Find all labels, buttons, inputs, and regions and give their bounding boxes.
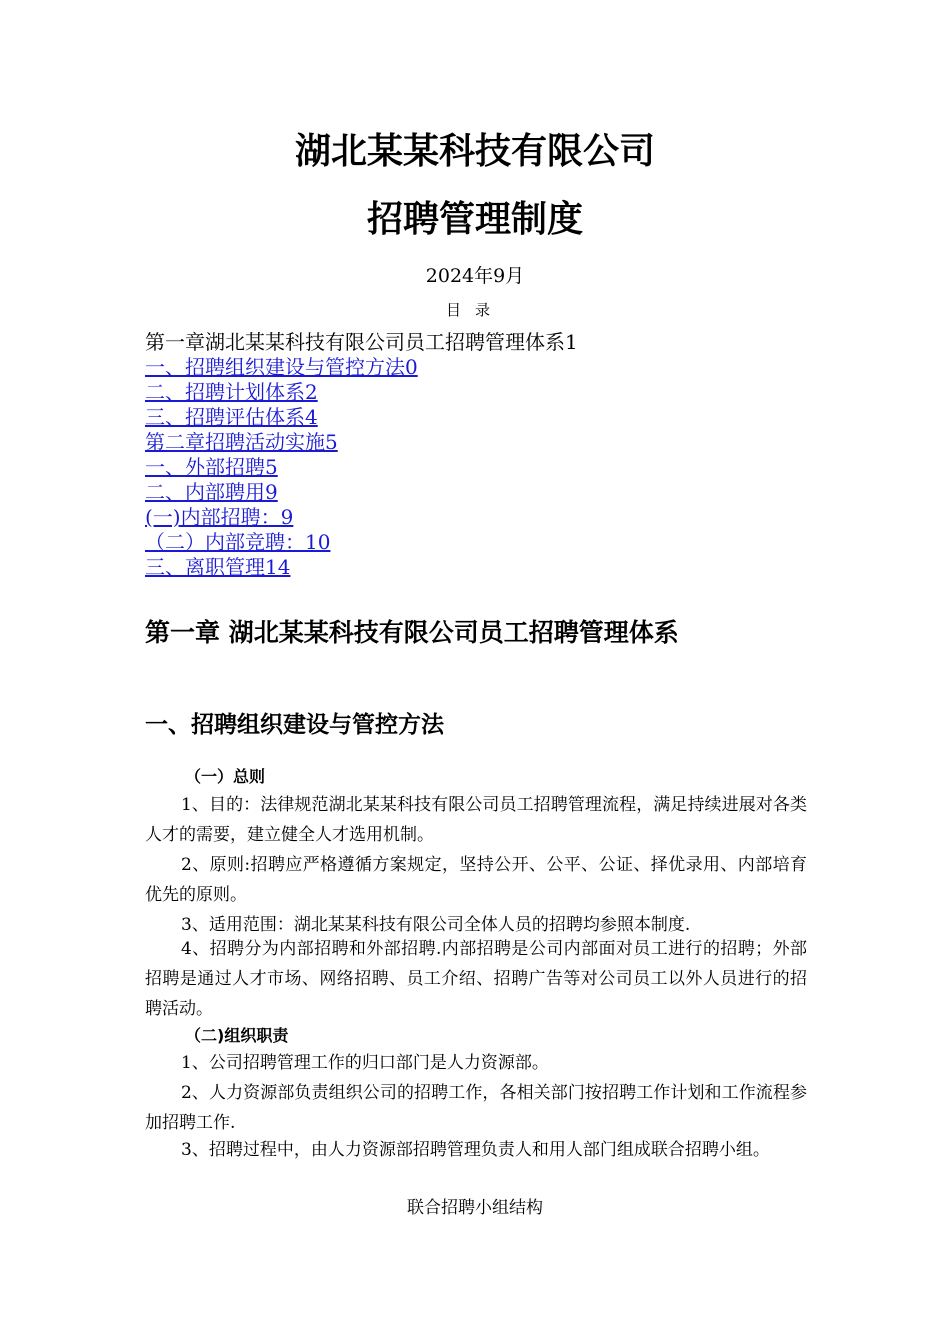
toc-link[interactable]: 三、离职管理14 <box>145 555 291 579</box>
toc-heading: 目录 <box>445 301 504 319</box>
paragraph-duty-3: 3、招聘过程中，由人力资源部招聘管理负责人和用人部门组成联合招聘小组。 <box>181 1140 770 1160</box>
toc-item-chapter2[interactable] <box>145 430 805 455</box>
paragraph-principle: 2、原则:招聘应严格遵循方案规定，坚持公开、公平、公证、择优录用、内部培育优先的原则。 <box>145 855 807 905</box>
toc-link[interactable]: 一、外部招聘5 <box>145 455 278 479</box>
table-of-contents <box>145 330 805 580</box>
toc-link[interactable]: 一、招聘组织建设与管控方法0 <box>145 355 418 379</box>
subsection-heading-duties: （二)组织职责 <box>185 1026 289 1045</box>
toc-item-section1[interactable] <box>145 355 805 380</box>
toc-link[interactable]: 二、招聘计划体系2 <box>145 380 318 404</box>
figure-caption: 联合招聘小组结构 <box>407 1198 543 1218</box>
toc-item-section3[interactable] <box>145 405 805 430</box>
subsection-heading-general: （一）总则 <box>185 767 266 786</box>
paragraph-types: 4、招聘分为内部招聘和外部招聘.内部招聘是公司内部面对员工进行的招聘；外部招聘是通过人才市场、网络招聘、员工介绍、招聘广告等对公司员工以外人员进行的招聘活动。 <box>145 939 807 1019</box>
toc-item-section2[interactable] <box>145 380 805 405</box>
toc-item-internal-recruit[interactable] <box>145 505 805 530</box>
toc-item-chapter1: 第一章湖北某某科技有限公司员工招聘管理体系1 <box>145 330 578 354</box>
paragraph-purpose: 1、目的：法律规范湖北某某科技有限公司员工招聘管理流程，满足持续进展对各类人才的需要，建立健全人才选用机制。 <box>145 795 807 845</box>
toc-link[interactable]: 三、招聘评估体系4 <box>145 405 318 429</box>
toc-link[interactable]: 第二章招聘活动实施5 <box>145 430 338 454</box>
paragraph-duty-2: 2、人力资源部负责组织公司的招聘工作，各相关部门按招聘工作计划和工作流程参加招聘工作. <box>145 1083 807 1133</box>
section-heading: 一、招聘组织建设与管控方法 <box>145 712 444 738</box>
paragraph-scope: 3、适用范围：湖北某某科技有限公司全体人员的招聘均参照本制度. <box>181 915 691 935</box>
toc-link[interactable]: 二、内部聘用9 <box>145 480 278 504</box>
toc-item-internal[interactable] <box>145 480 805 505</box>
toc-item-internal-compete[interactable] <box>145 530 805 555</box>
toc-item-external[interactable] <box>145 455 805 480</box>
toc-item-resignation[interactable] <box>145 555 805 580</box>
document-title: 招聘管理制度 <box>366 199 583 240</box>
toc-link[interactable]: （二）内部竞聘：10 <box>145 530 331 554</box>
paragraph-duty-1: 1、公司招聘管理工作的归口部门是人力资源部。 <box>181 1053 549 1073</box>
company-title: 湖北某某科技有限公司 <box>294 131 655 172</box>
chapter-heading: 第一章 湖北某某科技有限公司员工招聘管理体系 <box>145 618 679 647</box>
toc-link[interactable]: (一)内部招聘：9 <box>145 505 294 529</box>
document-date: 2024年9月 <box>425 265 525 287</box>
